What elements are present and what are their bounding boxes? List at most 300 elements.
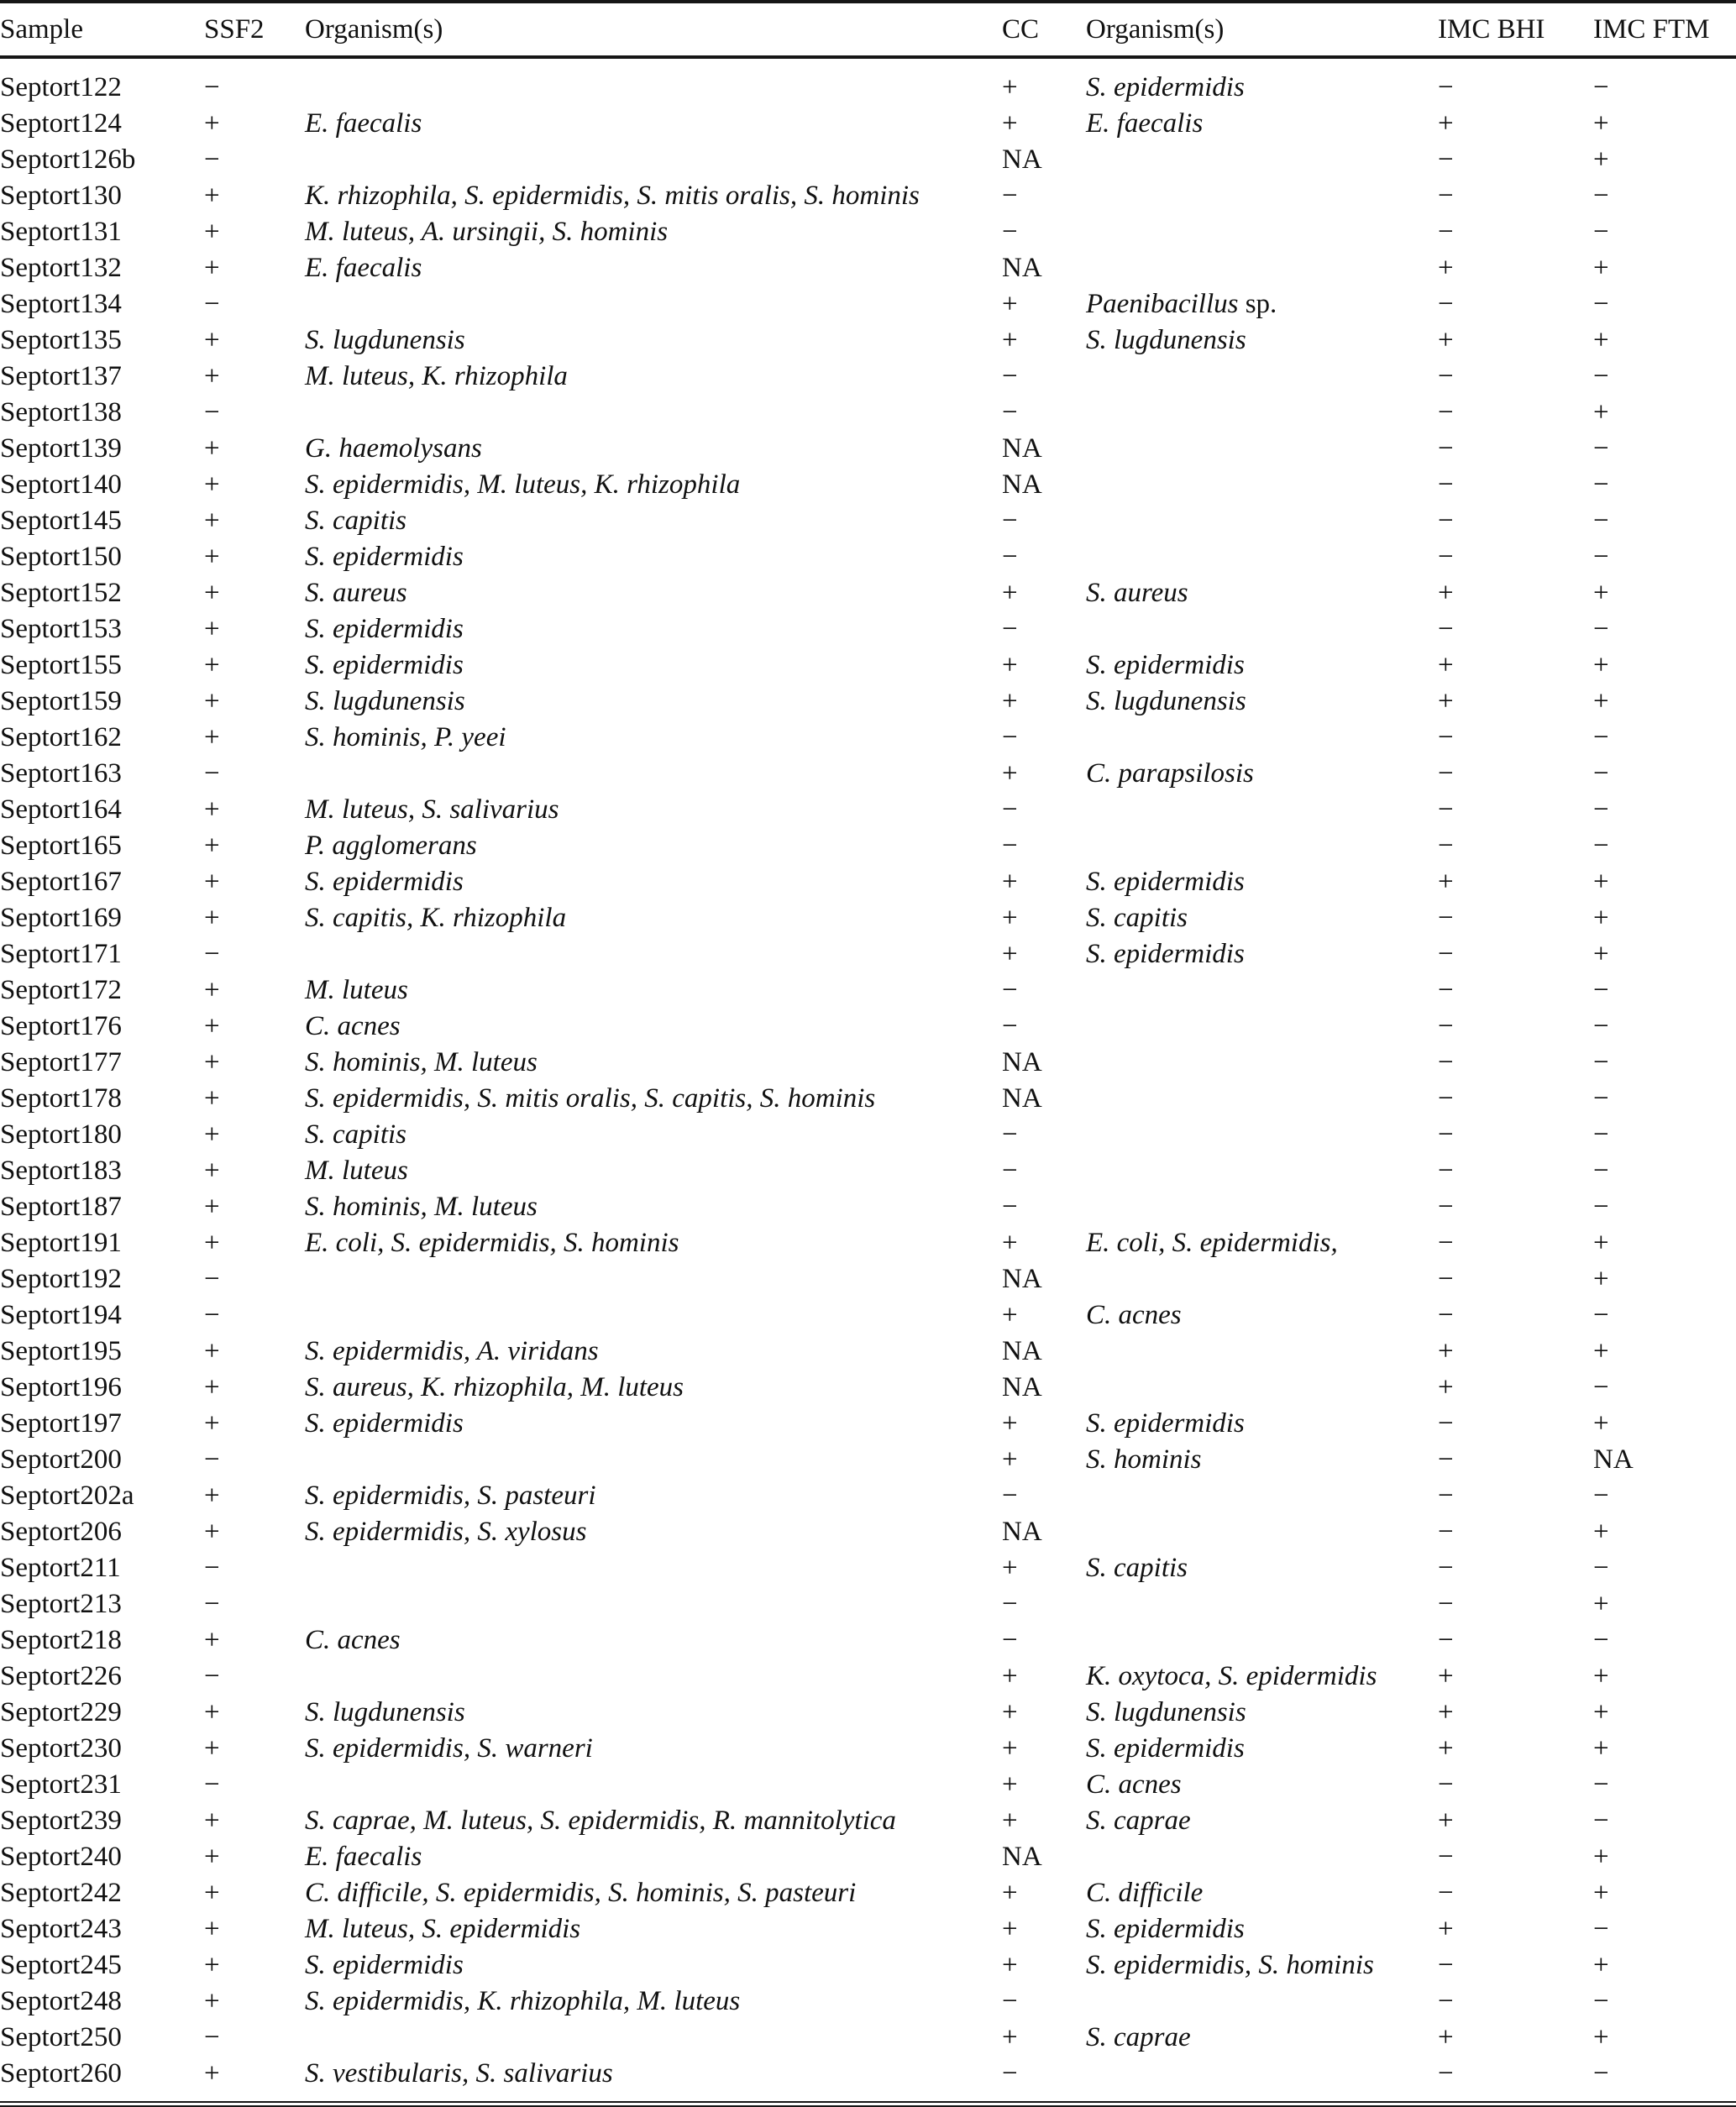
sample-cell: Septort240	[0, 1842, 122, 1872]
cc-organisms-cell	[1086, 467, 1438, 503]
table-row	[0, 972, 1736, 1009]
imc-ftm-result-cell: −	[1593, 506, 1609, 536]
imc-bhi-result-cell: −	[1438, 1553, 1454, 1583]
imc-bhi-result-cell: −	[1438, 1156, 1454, 1186]
cc-result-cell: +	[1002, 1806, 1018, 1836]
table-row	[0, 1478, 1736, 1514]
sample-cell: Septort197	[0, 1408, 122, 1439]
ssf2-result-cell: −	[204, 758, 220, 789]
imc-bhi-result-cell: −	[1438, 1300, 1454, 1330]
imc-bhi-result-cell: −	[1438, 181, 1454, 211]
cc-result-cell: −	[1002, 506, 1018, 536]
imc-bhi-result-cell: −	[1438, 397, 1454, 427]
imc-ftm-result-cell: +	[1593, 144, 1609, 175]
ssf2-organisms-cell: M. luteus, A. ursingii, S. hominis	[305, 217, 669, 247]
imc-bhi-result-cell: −	[1438, 289, 1454, 319]
cc-result-cell: +	[1002, 1697, 1018, 1727]
cc-result-cell: +	[1002, 1444, 1018, 1475]
table-row	[0, 1334, 1736, 1370]
cc-result-cell: +	[1002, 108, 1018, 139]
table-row	[0, 395, 1736, 431]
col-header-imc-bhi: IMC BHI	[1438, 3, 1593, 57]
imc-ftm-result-cell: −	[1593, 433, 1609, 464]
cc-result-cell: NA	[1002, 1517, 1042, 1547]
imc-bhi-result-cell: −	[1438, 542, 1454, 572]
sample-cell: Septort138	[0, 397, 122, 427]
ssf2-result-cell: +	[204, 1119, 220, 1150]
ssf2-organisms-cell: S. aureus, K. rhizophila, M. luteus	[305, 1372, 684, 1402]
sample-cell: Septort135	[0, 325, 122, 355]
cc-result-cell: +	[1002, 1878, 1018, 1908]
ssf2-organisms-cell: S. epidermidis	[305, 1408, 464, 1439]
imc-bhi-result-cell: −	[1438, 1950, 1454, 1980]
ssf2-result-cell: +	[204, 1011, 220, 1041]
ssf2-organisms-cell	[305, 1261, 1002, 1297]
ssf2-organisms-cell: M. luteus, S. epidermidis	[305, 1914, 581, 1944]
ssf2-result-cell: −	[204, 1444, 220, 1475]
sample-cell: Septort145	[0, 506, 122, 536]
cc-result-cell: NA	[1002, 1842, 1042, 1872]
ssf2-organisms-cell: S. vestibularis, S. salivarius	[305, 2058, 613, 2089]
ssf2-organisms-cell: E. faecalis	[305, 253, 422, 283]
ssf2-result-cell: +	[204, 650, 220, 680]
cc-organisms-cell: S. lugdunensis	[1086, 686, 1246, 716]
ssf2-organisms-cell: S. lugdunensis	[305, 686, 465, 716]
imc-bhi-result-cell: +	[1438, 108, 1454, 139]
ssf2-organisms-cell: S. epidermidis, S. warneri	[305, 1733, 593, 1764]
cc-organisms-cell: S. hominis	[1086, 1444, 1202, 1475]
imc-ftm-result-cell: −	[1593, 542, 1609, 572]
ssf2-organisms-cell	[305, 286, 1002, 322]
sample-cell: Septort153	[0, 614, 122, 644]
cc-organisms-cell	[1086, 1586, 1438, 1622]
imc-ftm-result-cell: −	[1593, 1769, 1609, 1800]
table-row	[0, 322, 1736, 359]
ssf2-result-cell: +	[204, 253, 220, 283]
table-row	[0, 503, 1736, 539]
cc-organisms-cell: S. capitis	[1086, 1553, 1188, 1583]
ssf2-organisms-cell: C. acnes	[305, 1011, 401, 1041]
imc-ftm-result-cell: +	[1593, 939, 1609, 969]
cc-organisms-cell: C. difficile	[1086, 1878, 1204, 1908]
cc-organisms-cell: E. coli, S. epidermidis,	[1086, 1228, 1338, 1258]
imc-bhi-result-cell: −	[1438, 1408, 1454, 1439]
imc-bhi-result-cell: −	[1438, 1119, 1454, 1150]
ssf2-result-cell: +	[204, 1408, 220, 1439]
imc-ftm-result-cell: +	[1593, 253, 1609, 283]
cc-organisms-cell: S. capitis	[1086, 903, 1188, 933]
imc-ftm-result-cell: −	[1593, 1192, 1609, 1222]
imc-ftm-result-cell: +	[1593, 1589, 1609, 1619]
cc-organisms-cell: S. epidermidis	[1086, 1914, 1245, 1944]
imc-ftm-result-cell: −	[1593, 831, 1609, 861]
cc-result-cell: +	[1002, 1228, 1018, 1258]
cc-result-cell: NA	[1002, 1047, 1042, 1077]
sample-cell: Septort177	[0, 1047, 122, 1077]
cc-result-cell: +	[1002, 72, 1018, 102]
imc-bhi-result-cell: +	[1438, 867, 1454, 897]
ssf2-result-cell: +	[204, 1228, 220, 1258]
cc-organisms-cell	[1086, 503, 1438, 539]
table-row	[0, 900, 1736, 936]
ssf2-result-cell: +	[204, 722, 220, 752]
ssf2-organisms-cell: S. epidermidis	[305, 614, 464, 644]
imc-bhi-result-cell: −	[1438, 1444, 1454, 1475]
imc-bhi-result-cell: −	[1438, 1047, 1454, 1077]
sample-cell: Septort169	[0, 903, 122, 933]
sample-cell: Septort239	[0, 1806, 122, 1836]
imc-bhi-result-cell: −	[1438, 831, 1454, 861]
imc-bhi-result-cell: −	[1438, 1589, 1454, 1619]
sample-cell: Septort131	[0, 217, 122, 247]
imc-ftm-result-cell: −	[1593, 1914, 1609, 1944]
ssf2-organisms-cell	[305, 1659, 1002, 1695]
ssf2-organisms-cell: E. coli, S. epidermidis, S. hominis	[305, 1228, 679, 1258]
ssf2-organisms-cell: S. aureus	[305, 578, 407, 608]
imc-bhi-result-cell: −	[1438, 1192, 1454, 1222]
imc-bhi-result-cell: −	[1438, 758, 1454, 789]
sample-cell: Septort191	[0, 1228, 122, 1258]
sample-cell: Septort162	[0, 722, 122, 752]
sample-cell: Septort194	[0, 1300, 122, 1330]
table-row	[0, 1695, 1736, 1731]
ssf2-result-cell: −	[204, 1661, 220, 1691]
cc-result-cell: −	[1002, 361, 1018, 391]
ssf2-result-cell: +	[204, 1517, 220, 1547]
ssf2-organisms-cell: G. haemolysans	[305, 433, 482, 464]
ssf2-organisms-cell: S. capitis	[305, 1119, 406, 1150]
table-row	[0, 1009, 1736, 1045]
table-row	[0, 1803, 1736, 1839]
cc-organisms-cell: C. acnes	[1086, 1300, 1182, 1330]
imc-bhi-result-cell: −	[1438, 361, 1454, 391]
col-header-cc: CC	[1002, 3, 1086, 57]
ssf2-result-cell: +	[204, 1625, 220, 1655]
table-row	[0, 1297, 1736, 1334]
imc-ftm-result-cell: +	[1593, 1336, 1609, 1366]
table-row	[0, 539, 1736, 575]
sample-cell: Septort134	[0, 289, 122, 319]
cc-organisms-cell	[1086, 1153, 1438, 1189]
imc-bhi-result-cell: −	[1438, 1228, 1454, 1258]
ssf2-result-cell: +	[204, 831, 220, 861]
col-header-sample: Sample	[0, 3, 204, 57]
ssf2-result-cell: −	[204, 1264, 220, 1294]
ssf2-organisms-cell	[305, 395, 1002, 431]
cc-organisms-cell	[1086, 1478, 1438, 1514]
imc-bhi-result-cell: +	[1438, 686, 1454, 716]
table-row	[0, 214, 1736, 250]
table-row	[0, 1911, 1736, 1947]
header-row	[0, 3, 1736, 57]
ssf2-result-cell: +	[204, 1697, 220, 1727]
imc-ftm-result-cell: +	[1593, 686, 1609, 716]
ssf2-result-cell: +	[204, 867, 220, 897]
imc-ftm-result-cell: −	[1593, 614, 1609, 644]
sample-cell: Septort192	[0, 1264, 122, 1294]
imc-bhi-result-cell: −	[1438, 1769, 1454, 1800]
table-row	[0, 1081, 1736, 1117]
imc-ftm-result-cell: −	[1593, 1481, 1609, 1511]
ssf2-organisms-cell: S. lugdunensis	[305, 1697, 465, 1727]
ssf2-organisms-cell: K. rhizophila, S. epidermidis, S. mitis oralis, S. hominis	[305, 181, 920, 211]
ssf2-result-cell: −	[204, 1300, 220, 1330]
imc-ftm-result-cell: −	[1593, 1047, 1609, 1077]
table-row	[0, 792, 1736, 828]
table-row	[0, 575, 1736, 611]
imc-bhi-result-cell: −	[1438, 903, 1454, 933]
ssf2-result-cell: −	[204, 72, 220, 102]
cc-result-cell: +	[1002, 939, 1018, 969]
imc-bhi-result-cell: −	[1438, 469, 1454, 500]
sample-cell: Septort139	[0, 433, 122, 464]
table-row	[0, 647, 1736, 684]
ssf2-organisms-cell: P. agglomerans	[305, 831, 477, 861]
cc-result-cell: +	[1002, 686, 1018, 716]
cc-result-cell: +	[1002, 289, 1018, 319]
ssf2-organisms-cell	[305, 936, 1002, 972]
imc-bhi-result-cell: −	[1438, 433, 1454, 464]
sample-cell: Septort242	[0, 1878, 122, 1908]
cc-organisms-cell	[1086, 1370, 1438, 1406]
cc-organisms-cell	[1086, 792, 1438, 828]
ssf2-result-cell: +	[204, 903, 220, 933]
imc-ftm-result-cell: −	[1593, 361, 1609, 391]
table-row	[0, 1947, 1736, 1984]
imc-ftm-result-cell: +	[1593, 1733, 1609, 1764]
imc-bhi-result-cell: −	[1438, 1481, 1454, 1511]
table-row	[0, 1984, 1736, 2020]
cc-organisms-cell: E. faecalis	[1086, 108, 1204, 139]
sample-cell: Septort172	[0, 975, 122, 1005]
cc-result-cell: NA	[1002, 253, 1042, 283]
ssf2-result-cell: +	[204, 975, 220, 1005]
ssf2-organisms-cell: S. epidermidis, K. rhizophila, M. luteus	[305, 1986, 741, 2016]
table-row	[0, 936, 1736, 972]
table-row	[0, 1370, 1736, 1406]
ssf2-organisms-cell: S. hominis, P. yeei	[305, 722, 506, 752]
table-row	[0, 864, 1736, 900]
cc-result-cell: NA	[1002, 1083, 1042, 1114]
sample-cell: Septort130	[0, 181, 122, 211]
imc-bhi-result-cell: +	[1438, 253, 1454, 283]
ssf2-organisms-cell: S. epidermidis, S. xylosus	[305, 1517, 587, 1547]
cc-organisms-cell: S. epidermidis	[1086, 72, 1245, 102]
cc-result-cell: −	[1002, 1119, 1018, 1150]
ssf2-organisms-cell	[305, 2020, 1002, 2056]
ssf2-organisms-cell: S. epidermidis	[305, 1950, 464, 1980]
table-row	[0, 1189, 1736, 1225]
table-row	[0, 1659, 1736, 1695]
ssf2-result-cell: −	[204, 1589, 220, 1619]
imc-ftm-result-cell: +	[1593, 1408, 1609, 1439]
cc-organisms-cell	[1086, 2056, 1438, 2101]
table-body	[0, 57, 1736, 2101]
cc-result-cell: +	[1002, 1914, 1018, 1944]
imc-ftm-result-cell: −	[1593, 1372, 1609, 1402]
ssf2-result-cell: +	[204, 469, 220, 500]
table-row	[0, 57, 1736, 106]
imc-bhi-result-cell: −	[1438, 72, 1454, 102]
sample-cell: Septort243	[0, 1914, 122, 1944]
cc-organisms-cell: C. parapsilosis	[1086, 758, 1254, 789]
imc-ftm-result-cell: −	[1593, 1986, 1609, 2016]
table-row	[0, 142, 1736, 178]
ssf2-result-cell: +	[204, 1806, 220, 1836]
ssf2-organisms-cell: S. epidermidis	[305, 650, 464, 680]
cc-organisms-cell: S. lugdunensis	[1086, 1697, 1246, 1727]
sample-cell: Septort248	[0, 1986, 122, 2016]
imc-ftm-result-cell: +	[1593, 2022, 1609, 2052]
cc-result-cell: −	[1002, 1192, 1018, 1222]
ssf2-organisms-cell: E. faecalis	[305, 1842, 422, 1872]
imc-ftm-result-cell: −	[1593, 1300, 1609, 1330]
sample-cell: Septort196	[0, 1372, 122, 1402]
cc-result-cell: +	[1002, 650, 1018, 680]
sample-cell: Septort152	[0, 578, 122, 608]
imc-ftm-result-cell: −	[1593, 1806, 1609, 1836]
ssf2-organisms-cell	[305, 1297, 1002, 1334]
ssf2-result-cell: −	[204, 1553, 220, 1583]
cc-organisms-cell: S. epidermidis, S. hominis	[1086, 1950, 1374, 1980]
imc-ftm-result-cell: −	[1593, 1625, 1609, 1655]
imc-bhi-result-cell: −	[1438, 144, 1454, 175]
imc-bhi-result-cell: +	[1438, 325, 1454, 355]
sample-cell: Septort165	[0, 831, 122, 861]
imc-ftm-result-cell: +	[1593, 397, 1609, 427]
imc-bhi-result-cell: +	[1438, 1697, 1454, 1727]
sample-cell: Septort178	[0, 1083, 122, 1114]
ssf2-result-cell: +	[204, 1842, 220, 1872]
ssf2-organisms-cell: S. lugdunensis	[305, 325, 465, 355]
ssf2-result-cell: +	[204, 1372, 220, 1402]
ssf2-organisms-cell	[305, 756, 1002, 792]
cc-result-cell: +	[1002, 867, 1018, 897]
sample-cell: Septort159	[0, 686, 122, 716]
table-row	[0, 431, 1736, 467]
cc-result-cell: NA	[1002, 433, 1042, 464]
ssf2-organisms-cell	[305, 1442, 1002, 1478]
ssf2-organisms-cell: M. luteus, K. rhizophila	[305, 361, 568, 391]
cc-result-cell: +	[1002, 2022, 1018, 2052]
cc-organisms-cell	[1086, 1334, 1438, 1370]
imc-ftm-result-cell: +	[1593, 1842, 1609, 1872]
table-row	[0, 1767, 1736, 1803]
cc-organisms-cell	[1086, 431, 1438, 467]
ssf2-result-cell: −	[204, 2022, 220, 2052]
imc-ftm-result-cell: −	[1593, 469, 1609, 500]
ssf2-result-cell: +	[204, 361, 220, 391]
cc-result-cell: −	[1002, 794, 1018, 825]
sample-cell: Septort206	[0, 1517, 122, 1547]
cc-result-cell: +	[1002, 1408, 1018, 1439]
ssf2-organisms-cell: S. hominis, M. luteus	[305, 1192, 538, 1222]
table-row	[0, 1045, 1736, 1081]
table-row	[0, 1153, 1736, 1189]
imc-ftm-result-cell: −	[1593, 1119, 1609, 1150]
imc-ftm-result-cell: +	[1593, 1950, 1609, 1980]
cc-organisms-cell	[1086, 359, 1438, 395]
ssf2-organisms-cell: C. difficile, S. epidermidis, S. hominis, S. pasteuri	[305, 1878, 857, 1908]
ssf2-result-cell: +	[204, 1950, 220, 1980]
imc-ftm-result-cell: +	[1593, 1517, 1609, 1547]
sample-cell: Septort132	[0, 253, 122, 283]
sample-cell: Septort195	[0, 1336, 122, 1366]
ssf2-organisms-cell: S. epidermidis, S. pasteuri	[305, 1481, 596, 1511]
imc-bhi-result-cell: −	[1438, 1517, 1454, 1547]
imc-ftm-result-cell: −	[1593, 1011, 1609, 1041]
cc-result-cell: NA	[1002, 1264, 1042, 1294]
imc-ftm-result-cell: +	[1593, 325, 1609, 355]
cc-result-cell: −	[1002, 397, 1018, 427]
imc-ftm-result-cell: +	[1593, 1661, 1609, 1691]
table-row	[0, 2056, 1736, 2101]
imc-ftm-result-cell: +	[1593, 1228, 1609, 1258]
imc-bhi-result-cell: −	[1438, 1878, 1454, 1908]
table-row	[0, 611, 1736, 647]
table-row	[0, 1586, 1736, 1622]
ssf2-organisms-cell: S. epidermidis	[305, 867, 464, 897]
imc-bhi-result-cell: −	[1438, 975, 1454, 1005]
imc-bhi-result-cell: −	[1438, 1986, 1454, 2016]
imc-ftm-result-cell: −	[1593, 794, 1609, 825]
cc-result-cell: +	[1002, 758, 1018, 789]
table-row	[0, 828, 1736, 864]
cc-result-cell: −	[1002, 181, 1018, 211]
imc-ftm-result-cell: −	[1593, 181, 1609, 211]
sample-cell: Septort211	[0, 1553, 121, 1583]
ssf2-result-cell: −	[204, 289, 220, 319]
table-row	[0, 1875, 1736, 1911]
ssf2-result-cell: +	[204, 1083, 220, 1114]
ssf2-result-cell: +	[204, 1733, 220, 1764]
ssf2-result-cell: −	[204, 939, 220, 969]
cc-result-cell: −	[1002, 1011, 1018, 1041]
cc-result-cell: −	[1002, 975, 1018, 1005]
ssf2-result-cell: +	[204, 1192, 220, 1222]
sample-cell: Septort213	[0, 1589, 122, 1619]
imc-ftm-result-cell: −	[1593, 758, 1609, 789]
ssf2-organisms-cell: E. faecalis	[305, 108, 422, 139]
imc-ftm-result-cell: NA	[1593, 1444, 1634, 1475]
ssf2-result-cell: +	[204, 1914, 220, 1944]
imc-ftm-result-cell: −	[1593, 2058, 1609, 2089]
cc-result-cell: −	[1002, 542, 1018, 572]
imc-ftm-result-cell: −	[1593, 72, 1609, 102]
imc-bhi-result-cell: −	[1438, 722, 1454, 752]
table-row	[0, 684, 1736, 720]
col-header-organisms-cc: Organism(s)	[1086, 3, 1438, 57]
imc-bhi-result-cell: +	[1438, 1914, 1454, 1944]
ssf2-organisms-cell	[305, 1767, 1002, 1803]
ssf2-result-cell: +	[204, 1481, 220, 1511]
sample-cell: Septort187	[0, 1192, 122, 1222]
ssf2-result-cell: +	[204, 325, 220, 355]
imc-ftm-result-cell: +	[1593, 1878, 1609, 1908]
sample-cell: Septort200	[0, 1444, 122, 1475]
ssf2-result-cell: +	[204, 108, 220, 139]
ssf2-organisms-cell: S. capitis	[305, 506, 406, 536]
cc-organisms-cell	[1086, 250, 1438, 286]
imc-bhi-result-cell: +	[1438, 1372, 1454, 1402]
col-header-ssf2: SSF2	[204, 3, 305, 57]
cc-result-cell: −	[1002, 614, 1018, 644]
imc-bhi-result-cell: −	[1438, 614, 1454, 644]
sample-cell: Septort180	[0, 1119, 122, 1150]
table-row	[0, 106, 1736, 142]
imc-bhi-result-cell: +	[1438, 1336, 1454, 1366]
sample-cell: Septort226	[0, 1661, 122, 1691]
